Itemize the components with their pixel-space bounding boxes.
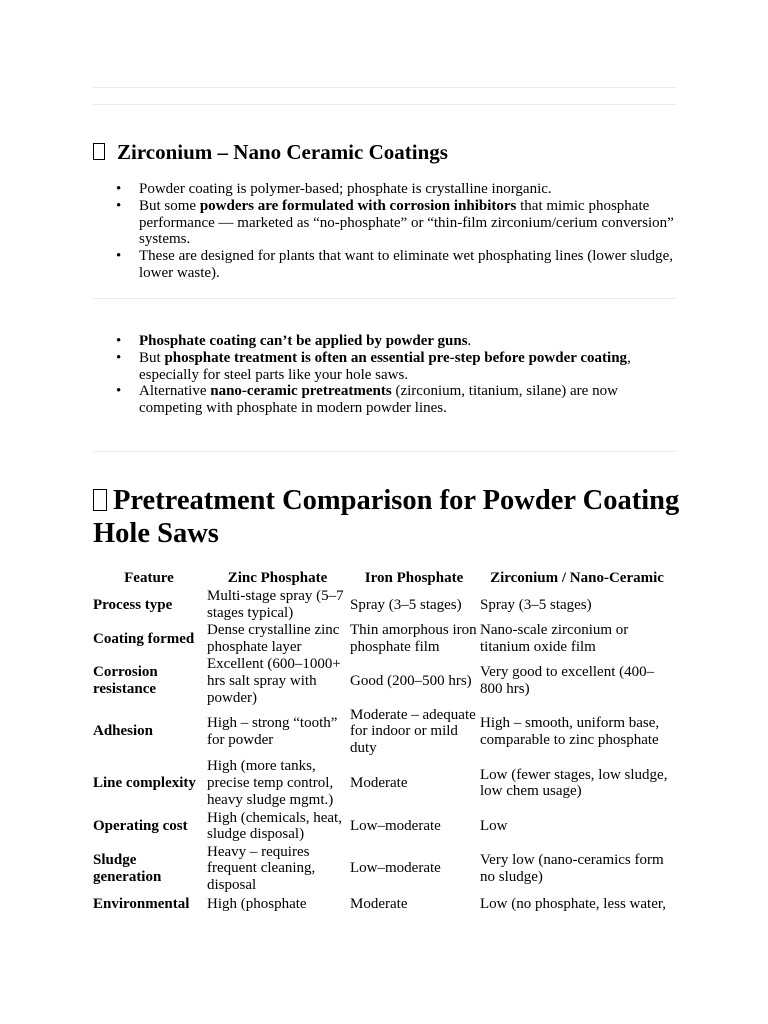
bullet-list-zirconium (116, 181, 674, 282)
row-label: Line complexity (93, 774, 196, 791)
list-item (116, 383, 674, 417)
list-item-text: These are designed for plants that want to eliminate wet phosphating lines (lower sludge, lower waste). (139, 248, 674, 281)
column-header: Zinc Phosphate (227, 570, 328, 587)
row-label: Coating formed (93, 630, 195, 647)
table-cell: Low (fewer stages, low sludge, low chem usage) (480, 766, 668, 800)
row-label: Environmental (93, 895, 190, 912)
table-row (92, 588, 675, 622)
table-cell: Spray (3–5 stages) (350, 596, 462, 613)
table-cell: Low (480, 817, 508, 834)
table-cell: Very good to excellent (400–800 hrs) (480, 664, 655, 698)
column-header: Iron Phosphate (364, 570, 464, 587)
list-item-text: . (467, 333, 472, 349)
row-label: Corrosion resistance (93, 664, 158, 698)
list-item (116, 181, 674, 198)
bullet-icon: • (116, 349, 122, 366)
table-cell: Moderate – adequate for indoor or mild duty (350, 706, 476, 757)
table-cell: High – smooth, uniform base, comparable to zinc phosphate (480, 715, 660, 748)
table-cell: Good (200–500 hrs) (350, 672, 472, 689)
table-cell: High (phosphate (207, 895, 307, 912)
bullet-icon: • (116, 383, 122, 400)
table-cell: Low (no phosphate, less water, (480, 895, 667, 912)
row-label: Process type (93, 596, 173, 613)
list-item (116, 349, 674, 384)
table-row (92, 622, 675, 656)
divider (93, 298, 676, 299)
row-label: Adhesion (93, 723, 154, 740)
row-label: Operating cost (93, 817, 188, 834)
heading-text: Pretreatment Comparison for Powder Coating Hole Saws (93, 485, 680, 549)
bullet-icon: • (116, 197, 122, 214)
list-item-text: that mimic phosphate performance — marketed as “no-phosphate” or “thin-film zirconium/cerium conversion” systems. (139, 197, 674, 248)
table-row (92, 894, 675, 914)
list-item-emphasis: nano-ceramic pretreatments (210, 383, 392, 400)
heading-text: Zirconium – Nano Ceramic Coatings (117, 140, 448, 164)
list-item (116, 333, 674, 350)
table-row (92, 757, 675, 809)
table-cell: Heavy – requires frequent cleaning, disposal (207, 843, 316, 894)
list-item-emphasis: phosphate treatment is often an essential pre-step before powder coating (164, 349, 628, 366)
missing-glyph-icon (93, 489, 107, 511)
list-item-text: Powder coating is polymer-based; phosphate is crystalline inorganic. (139, 181, 552, 197)
table-cell: Spray (3–5 stages) (480, 596, 592, 613)
table-cell: Dense crystalline zinc phosphate layer (207, 622, 340, 655)
list-item (116, 197, 674, 248)
table-header-row (92, 570, 675, 588)
table-cell: High (chemicals, heat, sludge disposal) (207, 809, 342, 843)
table-row (92, 809, 675, 843)
table-cell: Thin amorphous iron phosphate film (350, 622, 477, 655)
list-item (116, 248, 674, 282)
list-item-text: (zirconium, titanium, silane) are now competing with phosphate in modern powder lines. (139, 383, 618, 417)
bullet-icon: • (116, 333, 122, 349)
table-row (92, 656, 675, 706)
bullet-list-phosphate (116, 333, 674, 417)
list-item-text: But some (139, 197, 200, 214)
section-heading-comparison (93, 484, 693, 550)
table-cell: High – strong “tooth” for powder (207, 715, 338, 748)
table-cell: Low–moderate (350, 817, 441, 834)
list-item-text: But (139, 349, 165, 366)
list-item-text: , especially for steel parts like your hole saws. (139, 349, 631, 383)
table-cell: Excellent (600–1000+ hrs salt spray with powder) (207, 656, 341, 706)
list-item-emphasis: powders are formulated with corrosion inhibitors (199, 197, 517, 214)
comparison-table (92, 570, 675, 914)
table-row (92, 706, 675, 757)
list-item-text: Alternative (139, 383, 211, 400)
table-row (92, 843, 675, 894)
column-header: Feature (124, 570, 174, 587)
table-cell: Moderate (350, 895, 408, 912)
divider (93, 104, 676, 105)
list-item-emphasis: Phosphate coating can’t be applied by powder guns (139, 333, 468, 349)
table-cell: Moderate (350, 774, 408, 791)
table-cell: High (more tanks, precise temp control, heavy sludge mgmt.) (207, 758, 334, 808)
bullet-icon: • (116, 181, 122, 197)
table-cell: Nano-scale zirconium or titanium oxide film (480, 622, 629, 655)
table-cell: Very low (nano-ceramics form no sludge) (480, 852, 664, 885)
row-label: Sludge generation (93, 852, 162, 885)
bullet-icon: • (116, 248, 122, 265)
table-cell: Multi-stage spray (5–7 stages typical) (207, 588, 344, 621)
divider (93, 87, 676, 88)
missing-glyph-icon (93, 143, 105, 160)
section-heading-zirconium (93, 138, 448, 166)
divider (93, 451, 676, 452)
column-header: Zirconium / Nano-Ceramic (490, 570, 664, 587)
table-cell: Low–moderate (350, 860, 441, 877)
